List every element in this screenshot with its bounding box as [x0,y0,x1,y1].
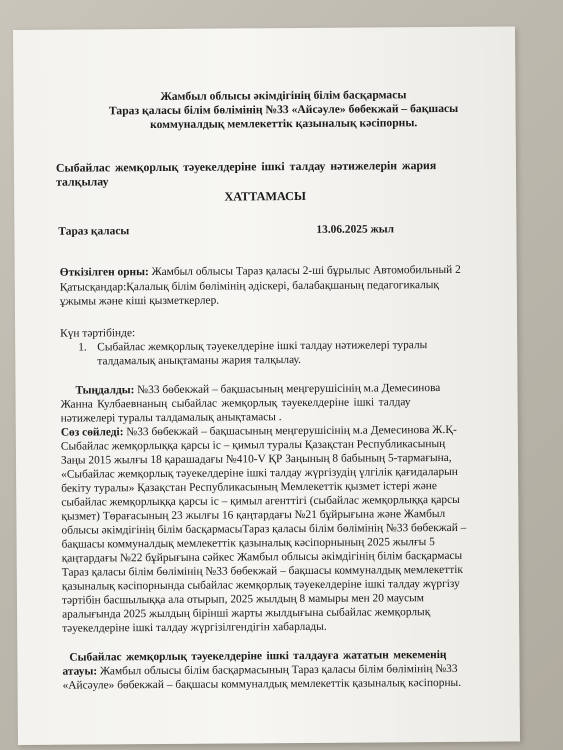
heard-label: Тыңдалды: [75,384,135,397]
agenda-item-number: 1. [78,341,87,354]
document-date: 13.06.2025 жыл [316,223,395,236]
heard-line-1: Тыңдалды: №33 бөбекжай – бақшасының меңгерушісінің м.а Демесинова [75,382,441,397]
agenda-title: Күн тәртібінде: [60,327,136,340]
header-line-2: Тараз қаласы білім бөлімінің №33 «Айсәуле» бөбекжай – бақшасы [108,101,459,118]
heard-line-2: Жанна Кулбаевнаның сыбайлас жемқорлық тәуекелдеріне ішкі талдау [60,396,411,411]
heard-line-3: нәтижелері туралы талдамалық анықтамасы . [60,411,282,425]
spoke-line: тәртібін басшылыққа ала отырып, 2025 жылдың 8 мамыры мен 20 маусым [61,592,425,607]
participants-line-2: ұжымы және кіші қызметкерлер. [59,294,220,308]
document-title: ХАТТАМАСЫ [224,188,306,204]
document-page [13,26,520,744]
institution-label: атауы: [62,665,98,678]
subject-line-2: талқылау [56,174,109,189]
spoke-line-1: Сөз сөйледі: №33 бөбекжай – бақшасының меңгерушісінің м.а Демесинова Ж.Қ- [60,423,457,439]
institution-line-3: «Айсәуле» бөбекжай – бақшасы коммуналдық мемлекеттік қазыналық кәсіпорны. [62,676,462,692]
spoke-line: Тараз қаласы білім бөлімінің №33 бөбекжай – бақшасы коммуналдық мемлекеттік [61,563,463,579]
venue-text: Жамбыл облысы Тараз қаласы 2-ші бұрылыс Автомобильный 2 [148,263,461,279]
spoke-line: бақшасы коммуналдық мемлекеттік қазыналық кәсіпорнының 2025 жылғы 5 [61,536,435,551]
spoke-line: облысы әкімдігінің білім басқармасыТараз қаласы білім бөлімінің №33 бөбекжай – [61,521,467,537]
agenda-item-line-2: талдамалық анықтаманы жария талқылау. [97,353,301,368]
spoke-line: қызмет) Төрағасының 23 жылғы 16 қаңтардағы №21 бұйрығына және Жамбыл [61,507,446,523]
spoke-line: тәуекелдеріне ішкі талдау жүргізілгендігін хабарлады. [62,620,327,635]
header-line-3: коммуналдық мемлекеттік қазыналық кәсіпорны. [149,116,418,132]
agenda-item-line-1: Сыбайлас жемқорлық тәуекелдеріне ішкі талдау нәтижелері туралы [97,339,428,354]
participants-line-1: Қатысқандар:Қалалық білім бөлімінің әдіскері, балабақшаның педагогикалық [59,279,439,294]
spoke-line: қазыналық кәсіпорнында сыбайлас жемқорлық тәуекелдеріне ішкі талдау жүргізу [61,577,460,593]
venue-label: Өткізілген орны: [59,266,149,279]
institution-label-line-1: Сыбайлас жемқорлық тәуекелдеріне ішкі талдауға жататын мекеменің [69,648,447,664]
spoke-line: бекіту туралы» Қазақстан Республикасының Мемлекеттік қызмет істері және [61,480,437,495]
spoke-line: Заңы 2015 жылғы 18 қарашадағы №410-V ҚР Заңының 8 бабының 5-тармағына, [60,451,452,467]
spoke-line: аралығында 2025 жылдың бірінші жарты жылдығына сыбайлас жемқорлық [62,606,431,621]
spoke-line: сыбайлас жемқорлыққа қарсы іс – қимыл агенттігі (сыбайлас жемқорлыққа қарсы [61,493,460,509]
spoke-line: қаңтардағы №22 бұйрығына сәйкес Жамбыл облысы әкімдігінің білім басқармасы [61,549,463,565]
institution-line-2: атауы: Жамбыл облысы білім басқармасының Тараз қаласы білім бөлімінің №33 [62,662,458,678]
subject-line-1: Сыбайлас жемқорлық тәуекелдеріне ішкі талдау нәтижелерін жария [55,158,437,175]
spoke-line: Сыбайлас жемқорлыққа қарсы іс – қимыл туралы Қазақстан Республикасының [60,437,446,453]
spoke-line: «Сыбайлас жемқорлық тәуекелдеріне ішкі талдау жүргізудің үлгілік қағидаларын [61,465,458,481]
header-line-1: Жамбыл облысы әкімдігінің білім басқармасы [160,88,407,103]
city: Тараз қаласы [58,225,130,238]
spoke-label: Сөз сөйледі: [60,426,124,439]
